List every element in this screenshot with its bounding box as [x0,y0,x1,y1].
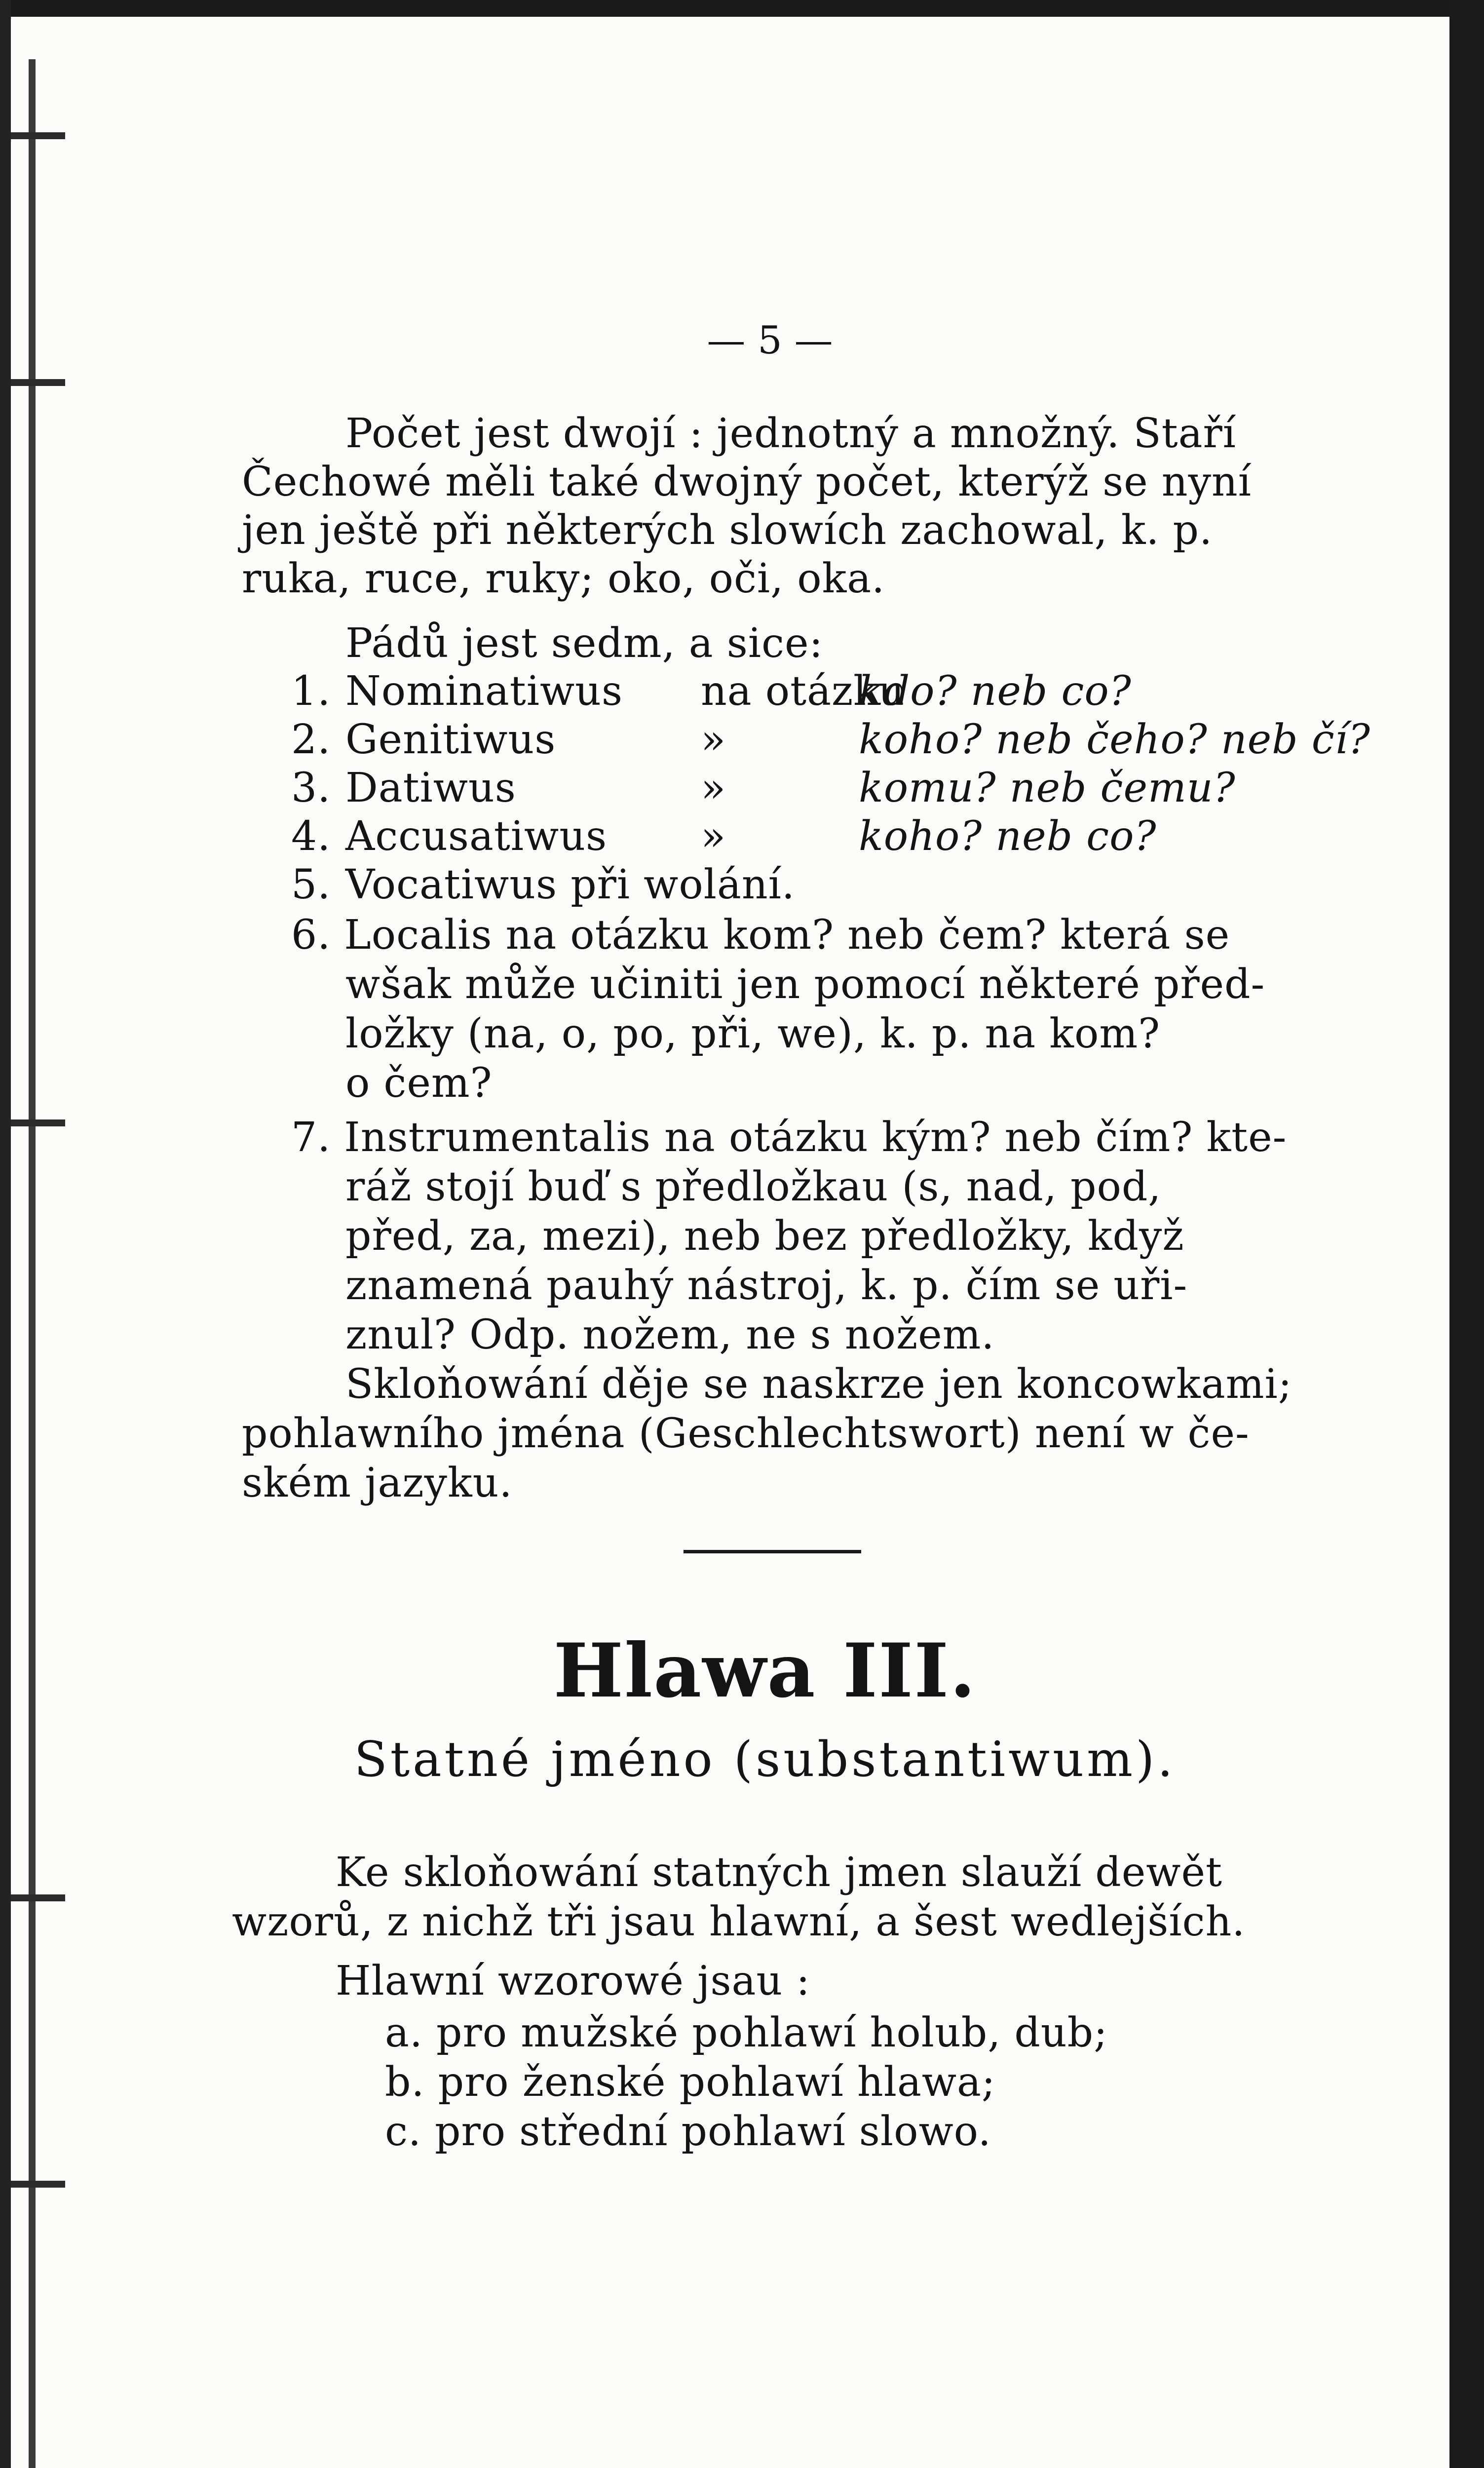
case-question: koho? neb co? [859,813,1157,860]
text-line: ráž stojí buď s předložkau (s, nad, pod, [345,1163,1162,1210]
case-connector: na otázku [701,668,905,715]
binding-thread [11,1894,65,1901]
text-line: Ke skloňowání statných jmen slauží dewět [336,1849,1222,1896]
text-line: Čechowé měli také dwojný počet, kterýž se nyní [242,459,1252,505]
cases-heading: Pádů jest sedm, a sice: [345,620,824,667]
text-line: jen ještě při některých slowích zachowal, k. p. [242,507,1213,554]
text-line: znul? Odp. nožem, ne s nožem. [345,1311,995,1358]
case-name: Accusatiwus [345,813,608,860]
binding-thread [11,132,65,139]
case-name: Vocatiwus při wolání. [345,861,795,908]
binding-thread [11,1119,65,1126]
case-question: komu? neb čemu? [859,765,1236,811]
text-line: wšak může učiniti jen pomocí některé před- [345,961,1265,1008]
case-name: Datiwus [345,765,516,811]
pattern-item: c. pro střední pohlawí slowo. [385,2108,991,2155]
page-number: — 5 — [707,318,833,363]
text-line: o čem? [345,1060,493,1107]
scan-border-top [0,0,1484,17]
chapter-subtitle: Statné jméno (substantiwum). [354,1732,1176,1788]
text-line: znamená pauhý nástroj, k. p. čím se uři- [345,1262,1188,1309]
text-line: 6. Localis na otázku kom? neb čem? která se [291,912,1230,959]
chapter-title: Hlawa III. [553,1627,977,1714]
pattern-item: b. pro ženské pohlawí hlawa; [385,2059,996,2106]
section-divider [684,1550,861,1553]
binding-thread [11,2181,65,2188]
text-line: ložky (na, o, po, při, we), k. p. na kom? [345,1010,1161,1057]
binding-thread [11,379,65,386]
case-number: 5. [291,861,331,908]
text-line: wzorů, z nichž tři jsau hlawní, a šest wedlejších. [232,1898,1246,1945]
text-line: Počet jest dwojí : jednotný a množný. Staří [345,410,1236,457]
text-line: před, za, mezi), neb bez předložky, když [345,1213,1184,1260]
case-number: 3. [291,765,331,811]
case-connector: » [701,716,726,763]
text-line: ruka, ruce, ruky; oko, oči, oka. [242,555,885,602]
text-line: ském jazyku. [242,1460,513,1506]
case-name: Nominatiwus [345,668,623,715]
case-connector: » [701,765,726,811]
text-line: pohlawního jména (Geschlechtswort) není w če- [242,1410,1250,1457]
scan-border-left [0,0,11,2468]
case-connector: » [701,813,726,860]
scan-border-right [1449,0,1484,2468]
patterns-heading: Hlawní wzorowé jsau : [336,1958,810,2005]
case-name: Genitiwus [345,716,556,763]
case-question: kdo? neb co? [859,668,1132,715]
text-line: Skloňowání děje se naskrze jen koncowkami; [345,1361,1293,1408]
pattern-item: a. pro mužské pohlawí holub, dub; [385,2009,1108,2056]
case-number: 4. [291,813,331,860]
binding-line [29,59,36,2468]
text-line: 7. Instrumentalis na otázku kým? neb čím? kte- [291,1114,1287,1161]
case-number: 2. [291,716,331,763]
case-number: 1. [291,668,331,715]
case-question: koho? neb čeho? neb čí? [859,716,1370,763]
